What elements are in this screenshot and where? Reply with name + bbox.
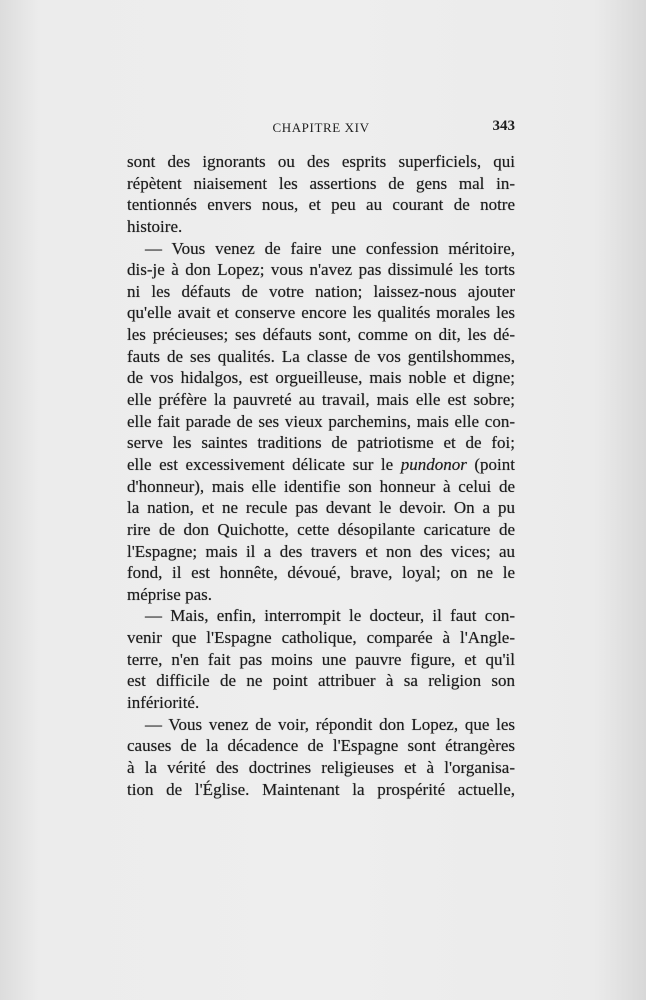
text-line: qu'elle avait et conserve encore les qualités morales les	[127, 303, 515, 323]
text-line: les précieuses; ses défauts sont, comme on dit, les dé-	[127, 325, 515, 345]
text-line: tion de l'Église. Maintenant la prospérité actuelle,	[127, 779, 515, 799]
page-body	[127, 151, 515, 800]
text-line: dis-je à don Lopez; vous n'avez pas dissimulé les torts	[127, 260, 515, 280]
text-line	[127, 454, 515, 476]
text-segment: (point	[466, 454, 515, 474]
text-line: tentionnés envers nous, et peu au courant de notre	[127, 195, 515, 215]
page-number: 343	[492, 118, 515, 134]
text-line: sont des ignorants ou des esprits superficiels, qui	[127, 152, 515, 171]
text-line: est difficile de ne point attribuer à sa religion son	[127, 671, 515, 691]
text-line: à la vérité des doctrines religieuses et à l'organisa-	[127, 757, 515, 777]
text-line: — Vous venez de voir, répondit don Lopez, que les	[145, 714, 515, 734]
text-line: causes de la décadence de l'Espagne sont étrangères	[127, 736, 515, 756]
text-line: serve les saintes traditions de patriotisme et de foi;	[127, 433, 515, 453]
text-line: terre, n'en fait pas moins une pauvre figure, et qu'il	[127, 649, 515, 669]
text-line: d'honneur), mais elle identifie son honneur à celui de	[127, 476, 515, 496]
page-header	[127, 117, 515, 137]
text-segment: elle est excessivement délicate sur le	[127, 454, 401, 474]
text-line: histoire.	[127, 216, 183, 236]
text-line: elle fait parade de ses vieux parchemins, mais elle con-	[127, 411, 515, 431]
text-line: rire de don Quichotte, cette désopilante caricature de	[127, 519, 515, 539]
text-line: infériorité.	[127, 693, 200, 713]
text-line: méprise pas.	[127, 584, 212, 604]
running-title: CHAPITRE XIV	[272, 120, 370, 135]
italic-term: pundonor	[400, 454, 467, 474]
text-line: ni les défauts de votre nation; laissez-nous ajouter	[127, 281, 515, 301]
text-line: — Vous venez de faire une confession méritoire,	[145, 238, 515, 258]
text-line: fond, il est honnête, dévoué, brave, loyal; on ne le	[127, 563, 515, 583]
text-line: elle préfère la pauvreté au travail, mais elle est sobre;	[127, 390, 515, 410]
text-line: fauts de ses qualités. La classe de vos gentilshommes,	[127, 346, 515, 366]
text-line: la nation, et ne recule pas devant le devoir. On a pu	[127, 498, 515, 518]
text-line: venir que l'Espagne catholique, comparée à l'Angle-	[127, 628, 515, 648]
text-line: répètent niaisement les assertions de gens mal in-	[127, 173, 515, 193]
text-line: — Mais, enfin, interrompit le docteur, il faut con-	[145, 606, 515, 626]
text-line: de vos hidalgos, est orgueilleuse, mais noble et digne;	[127, 368, 515, 388]
text-line: l'Espagne; mais il a des travers et non des vices; au	[127, 541, 515, 561]
